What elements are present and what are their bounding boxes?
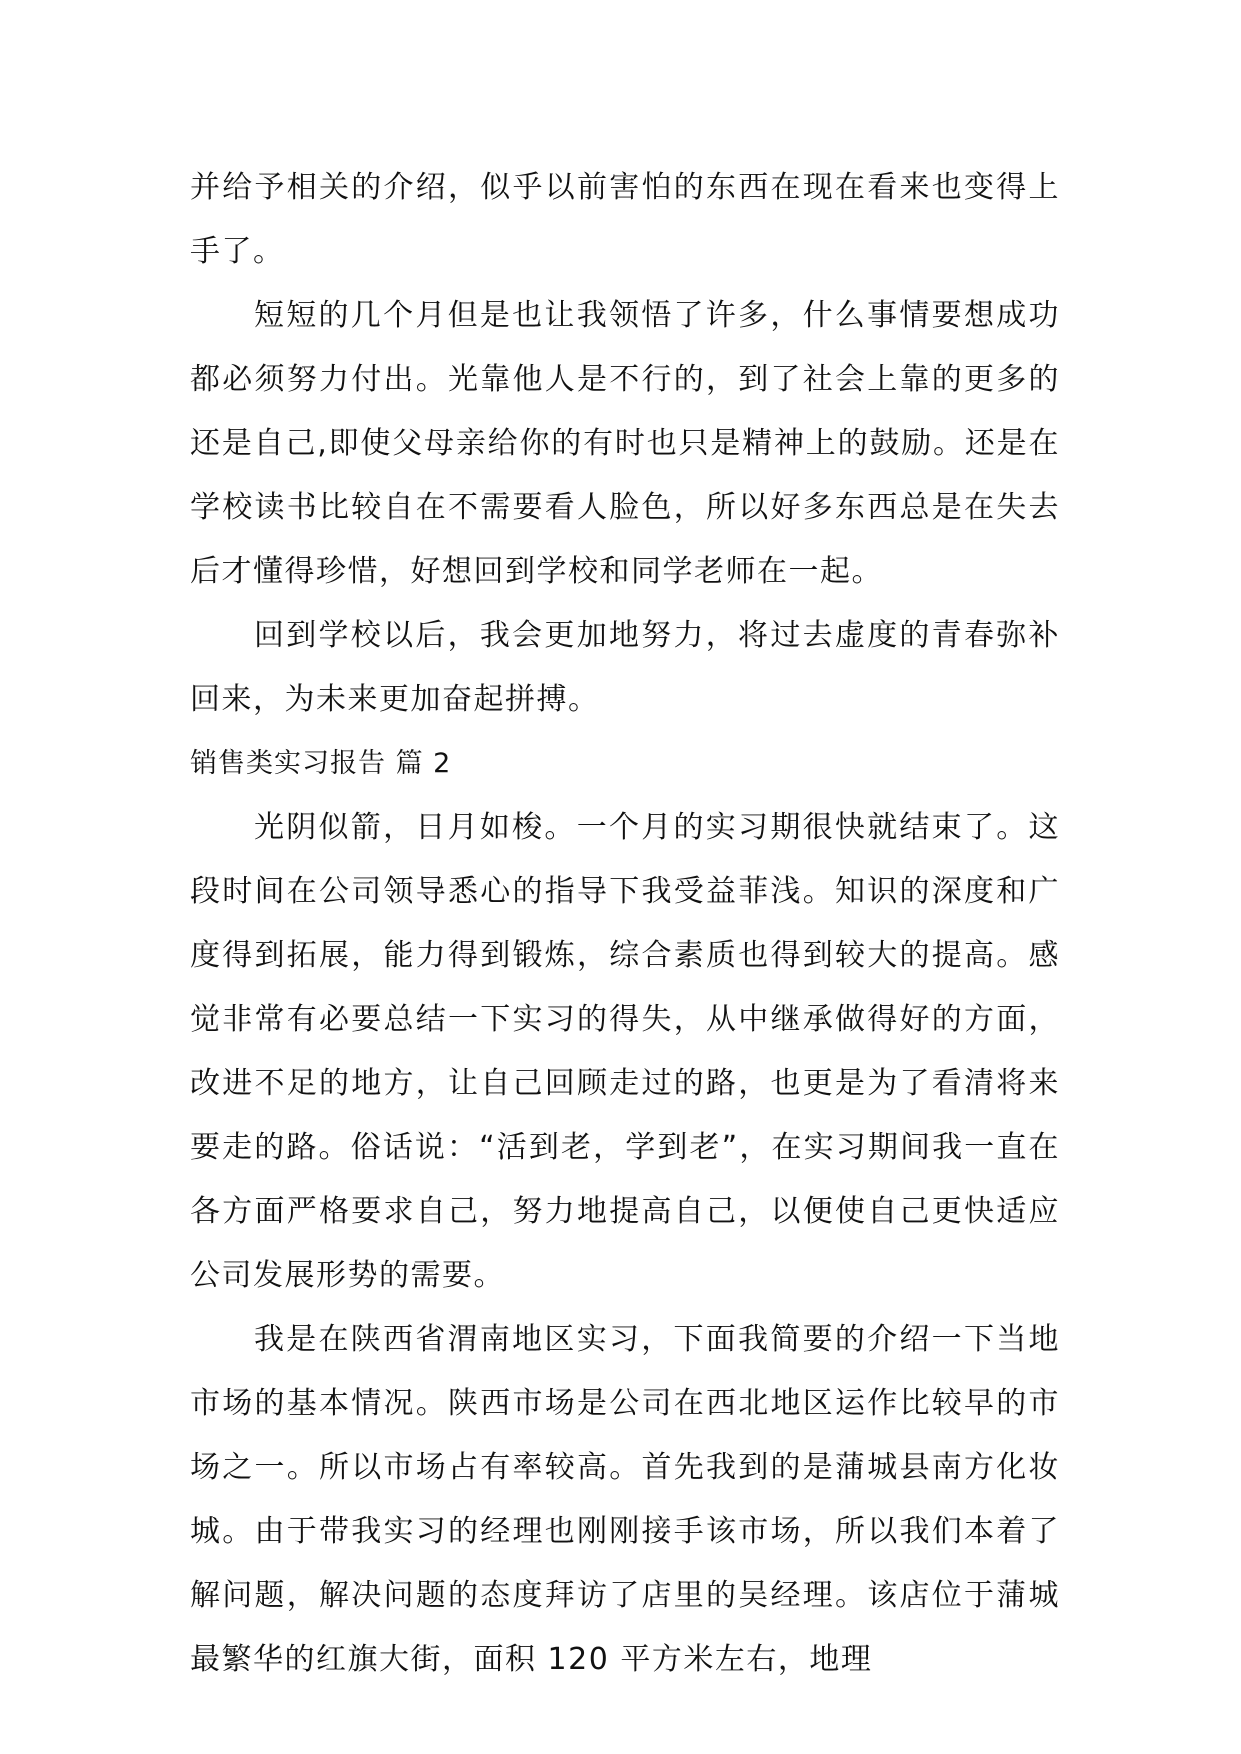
- paragraph-internship-summary: 光阴似箭，日月如梭。一个月的实习期很快就结束了。这段时间在公司领导悉心的指导下我受益菲浅。知识的深度和广度得到拓展，能力得到锻炼，综合素质也得到较大的提高。感觉非常有必要总结一下实习的得失，从中继承做得好的方面，改进不足的地方，让自己回顾走过的路，也更是为了看清将来要走的路。俗话说：“活到老，学到老”，在实习期间我一直在各方面严格要求自己，努力地提高自己，以便使自己更快适应公司发展形势的需要。: [190, 810, 1060, 1293]
- paragraph-return-to-school: 回到学校以后，我会更加地努力，将过去虚度的青春弥补回来，为未来更加奋起拼搏。: [190, 618, 1060, 717]
- paragraph-continuation: 并给予相关的介绍，似乎以前害怕的东西在现在看来也变得上手了。: [190, 170, 1060, 269]
- paragraph-market-introduction: 我是在陕西省渭南地区实习，下面我简要的介绍一下当地市场的基本情况。陕西市场是公司在西北地区运作比较早的市场之一。所以市场占有率较高。首先我到的是蒲城县南方化妆城。由于带我实习的经理也刚刚接手该市场，所以我们本着了解问题，解决问题的态度拜访了店里的吴经理。该店位于蒲城最繁华的红旗大街，面积 120 平方米左右，地理: [190, 1322, 1060, 1677]
- paragraph-reflection: 短短的几个月但是也让我领悟了许多，什么事情要想成功都必须努力付出。光靠他人是不行的，到了社会上靠的更多的还是自己,即使父母亲给你的有时也只是精神上的鼓励。还是在学校读书比较自在不需要看人脸色，所以好多东西总是在失去后才懂得珍惜，好想回到学校和同学老师在一起。: [190, 298, 1060, 589]
- section-title: 销售类实习报告 篇 2: [190, 748, 452, 779]
- document-body: [190, 156, 1060, 1692]
